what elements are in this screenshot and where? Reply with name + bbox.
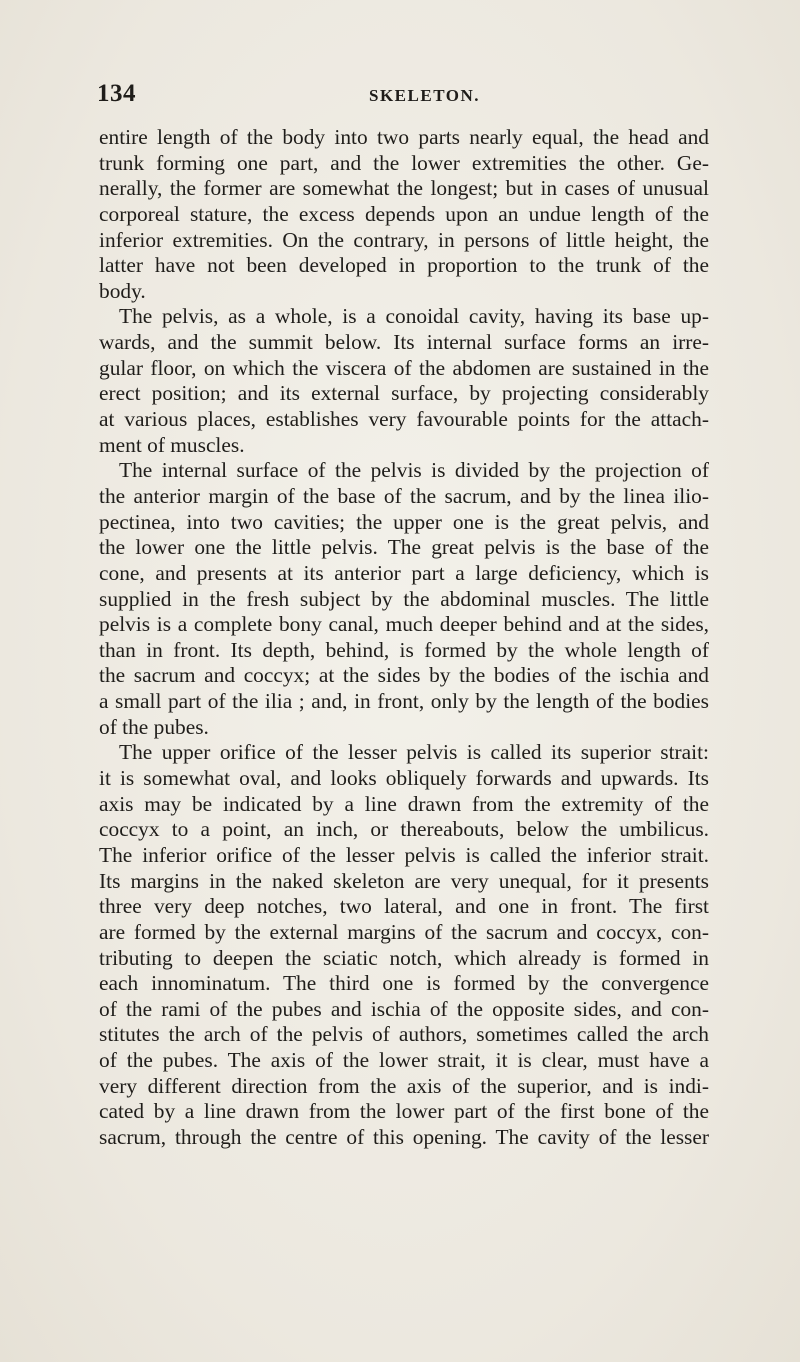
text-line: a small part of the ilia ; and, in front, only by the length of the bodies — [99, 689, 709, 714]
text-line: pelvis is a complete bony canal, much deeper behind and at the sides, — [99, 612, 709, 637]
text-line: it is somewhat oval, and looks obliquely forwards and upwards. Its — [99, 766, 709, 791]
text-line: than in front. Its depth, behind, is formed by the whole length of — [99, 637, 709, 662]
text-line: three very deep notches, two lateral, and one in front. The first — [99, 894, 709, 919]
page-number: 134 — [97, 80, 136, 107]
text-line: corporeal stature, the excess depends upon an undue length of the — [99, 201, 709, 226]
text-line: of the pubes. — [99, 714, 209, 739]
text-line: ment of muscles. — [99, 432, 245, 457]
text-line: wards, and the summit below. Its internal surface forms an irre- — [99, 330, 709, 355]
text-line: body. — [99, 278, 146, 303]
text-line: pectinea, into two cavities; the upper one is the great pelvis, and — [99, 509, 709, 534]
text-line: the anterior margin of the base of the sacrum, and by the linea ilio- — [99, 483, 709, 508]
text-line: trunk forming one part, and the lower extremities the other. Ge- — [99, 150, 709, 175]
text-line: Its margins in the naked skeleton are very unequal, for it presents — [99, 868, 709, 893]
text-line: at various places, establishes very favourable points for the attach- — [99, 407, 709, 432]
text-line: entire length of the body into two parts nearly equal, the head and — [99, 125, 709, 149]
text-line: sacrum, through the centre of this opening. The cavity of the lesser — [99, 1124, 709, 1149]
text-line: The upper orifice of the lesser pelvis is called its superior strait: — [119, 740, 709, 765]
text-line: latter have not been developed in proportion to the trunk of the — [99, 253, 709, 278]
body-text — [99, 125, 709, 1151]
text-line: The pelvis, as a whole, is a conoidal cavity, having its base up- — [119, 304, 709, 329]
text-line: cone, and presents at its anterior part a large deficiency, which is — [99, 560, 709, 585]
text-line: of the pubes. The axis of the lower strait, it is clear, must have a — [99, 1048, 709, 1073]
text-line: The internal surface of the pelvis is divided by the projection of — [119, 458, 709, 483]
text-line: tributing to deepen the sciatic notch, which already is formed in — [99, 945, 709, 970]
text-line: each innominatum. The third one is formed by the convergence — [99, 971, 709, 996]
text-line: supplied in the fresh subject by the abdominal muscles. The little — [99, 586, 709, 611]
text-line: the sacrum and coccyx; at the sides by the bodies of the ischia and — [99, 663, 709, 688]
text-line: inferior extremities. On the contrary, in persons of little height, the — [99, 227, 709, 252]
text-line: the lower one the little pelvis. The great pelvis is the base of the — [99, 535, 709, 560]
text-line: nerally, the former are somewhat the longest; but in cases of unusual — [99, 176, 709, 201]
text-line: erect position; and its external surface, by projecting considerably — [99, 381, 709, 406]
text-line: are formed by the external margins of the sacrum and coccyx, con- — [99, 919, 709, 944]
text-line: cated by a line drawn from the lower part of the first bone of the — [99, 1099, 709, 1124]
text-line: coccyx to a point, an inch, or thereabouts, below the umbilicus. — [99, 817, 709, 842]
text-line: very different direction from the axis of the superior, and is indi- — [99, 1073, 709, 1098]
text-line: gular floor, on which the viscera of the abdomen are sustained in the — [99, 355, 709, 380]
running-head — [97, 80, 707, 114]
text-line: The inferior orifice of the lesser pelvis is called the inferior strait. — [99, 842, 709, 867]
text-line: stitutes the arch of the pelvis of authors, sometimes called the arch — [99, 1022, 709, 1047]
running-title: SKELETON. — [369, 86, 480, 105]
text-line: axis may be indicated by a line drawn from the extremity of the — [99, 791, 709, 816]
text-line: of the rami of the pubes and ischia of the opposite sides, and con- — [99, 996, 709, 1021]
